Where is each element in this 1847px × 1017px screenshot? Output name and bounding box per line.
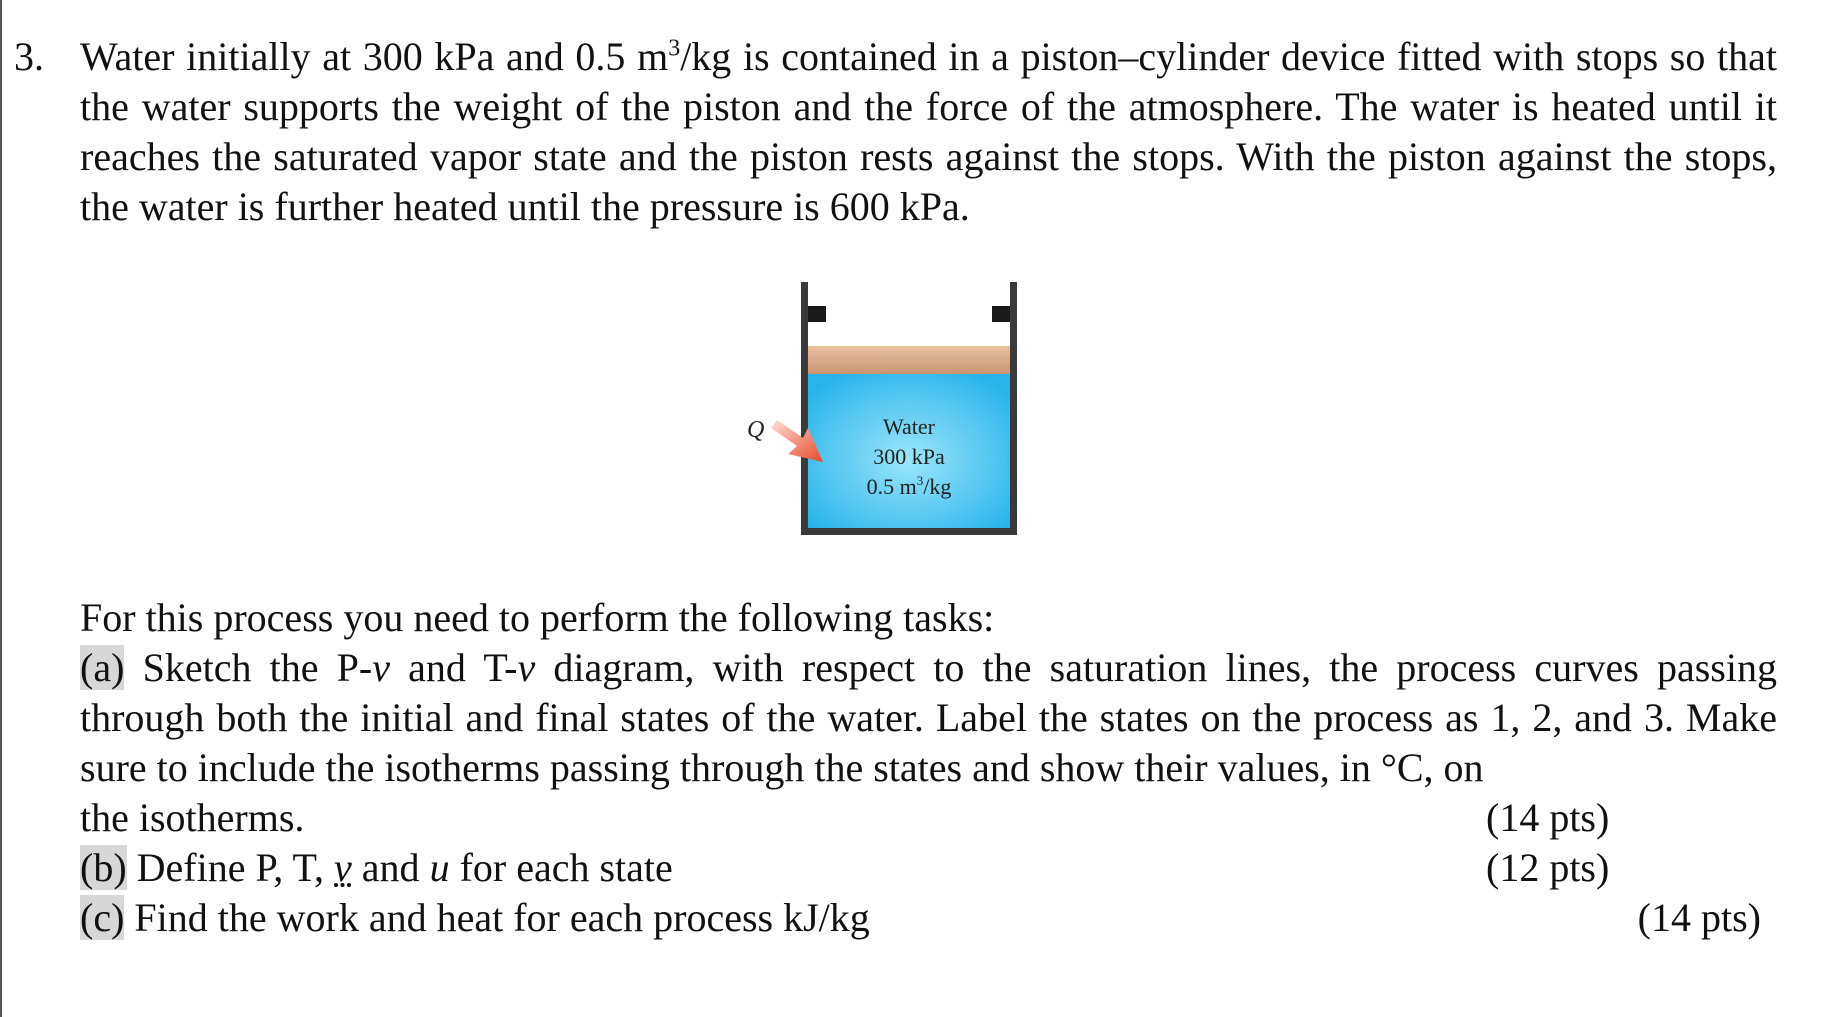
volume-sup: 3 <box>916 473 924 488</box>
task-a-text2: and T- <box>389 645 518 690</box>
task-c-points: (14 pts) <box>1637 895 1761 940</box>
task-a-tag: (a) <box>80 645 125 690</box>
intro-part1: Water initially at 300 kPa and 0.5 m <box>80 34 669 79</box>
task-a <box>80 643 1777 793</box>
task-b-text2: and <box>351 845 430 890</box>
intro-superscript: 3 <box>668 35 681 62</box>
intro-part2: /kg is contained in a piston–cylinder device fitted with stops so that the water supports the weight of the piston and the force of the atmosphere. The water is heated until it reaches the saturated vapor state and the piston rests against the stops. With the piston against the stops, the water is further heated until the pressure is 600 kPa. <box>80 34 1777 229</box>
right-stop <box>992 306 1010 322</box>
task-c <box>80 893 1777 943</box>
cylinder-right-wall <box>1010 282 1017 535</box>
task-a-last-row <box>80 793 1777 843</box>
question-number: 3. <box>14 34 44 79</box>
task-a-v2: v <box>517 645 536 690</box>
piston-cylinder-figure <box>725 270 1045 560</box>
figure-water-label: Water <box>883 414 935 439</box>
task-a-v1: v <box>372 645 390 690</box>
page-left-border <box>0 0 2 1017</box>
task-a-text3: diagram, with respect to the saturation lines, the process curves passing through both the initial and final states of the water. Label the states on the process as 1, 2, and 3. Make sure to include the isotherms passing through the states and show their values, in °C, on <box>80 645 1777 790</box>
left-stop <box>808 306 826 322</box>
task-a-points: (14 pts) <box>1486 795 1610 840</box>
figure-volume-label <box>867 473 952 499</box>
task-a-text1: Sketch the P- <box>124 645 373 690</box>
cylinder-bottom <box>801 528 1017 535</box>
task-heading: For this process you need to perform the following tasks: <box>80 595 995 640</box>
task-a-last-line: the isotherms. <box>80 795 305 840</box>
heat-label: Q <box>747 417 765 443</box>
task-b-text3: for each state <box>449 845 673 890</box>
task-b <box>80 843 1777 893</box>
task-b-v: v <box>334 845 352 890</box>
task-b-tag: (b) <box>80 845 127 890</box>
problem-statement <box>80 32 1777 232</box>
task-b-u: u <box>429 845 450 890</box>
volume-main: 0.5 m <box>866 474 917 499</box>
task-b-text1: Define P, T, <box>126 845 335 890</box>
figure-pressure-label: 300 kPa <box>873 444 945 469</box>
volume-end: /kg <box>923 474 952 499</box>
task-c-tag: (c) <box>80 895 125 940</box>
task-c-text1: Find the work and heat for each process kJ/kg <box>124 895 870 940</box>
task-list <box>80 593 1777 943</box>
piston <box>808 346 1010 374</box>
cylinder-left-wall <box>801 282 808 535</box>
task-b-points: (12 pts) <box>1486 845 1610 890</box>
